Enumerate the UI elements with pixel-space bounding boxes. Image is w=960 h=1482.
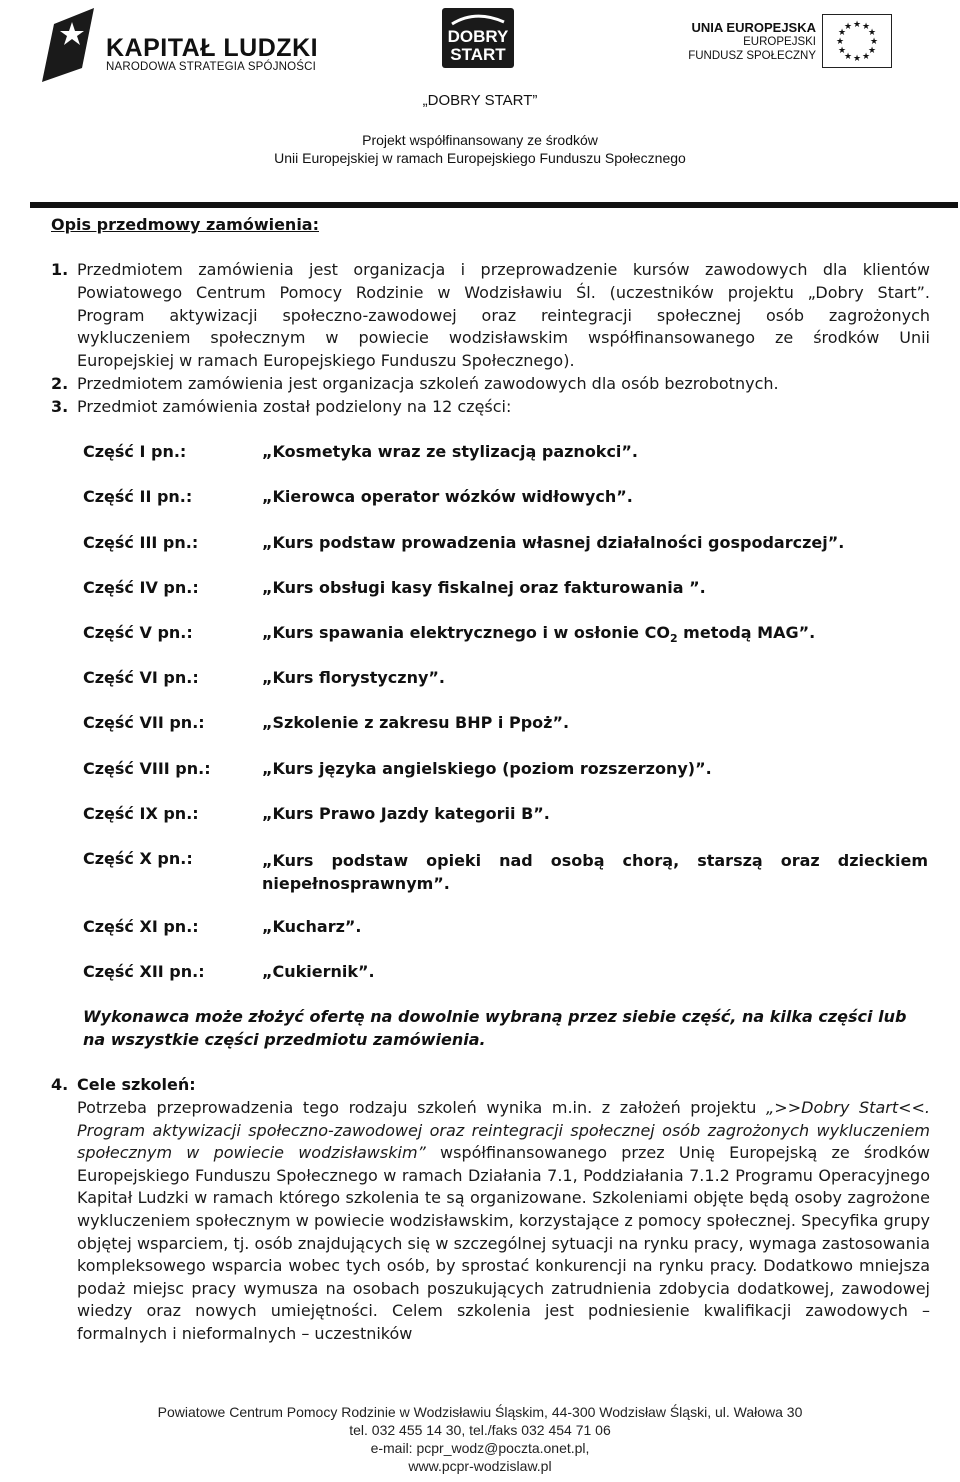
part-label: Część VIII pn.: xyxy=(83,759,211,778)
part-label: Część X pn.: xyxy=(83,849,193,868)
part-title-main: „Kurs spawania elektrycznego i w osłonie CO xyxy=(262,623,670,642)
cofinance-line-1: Projekt współfinansowany ze środków xyxy=(362,132,598,148)
svg-text:★: ★ xyxy=(852,20,862,30)
esf-label-1: EUROPEJSKI xyxy=(743,36,816,48)
part-title-subscript: 2 xyxy=(669,632,678,646)
part-label: Część IX pn.: xyxy=(83,804,199,823)
eu-flag-icon xyxy=(822,14,892,68)
item-3-text: Przedmiot zamówienia został podzielony na 12 części: xyxy=(77,397,512,416)
svg-text:★: ★ xyxy=(837,46,847,56)
part-title: „Kurs języka angielskiego (poziom rozszerzony)”. xyxy=(262,759,712,778)
item-2-text: Przedmiotem zamówienia jest organizacja szkoleń zawodowych dla osób bezrobotnych. xyxy=(77,374,779,393)
part-title: „Kurs podstaw prowadzenia własnej działalności gospodarczej”. xyxy=(262,533,845,552)
part-title: „Kierowca operator wózków widłowych”. xyxy=(262,487,633,506)
part-label: Część XI pn.: xyxy=(83,917,199,936)
footer-phone: tel. 032 455 14 30, tel./faks 032 454 71 06 xyxy=(349,1422,611,1438)
svg-text:★: ★ xyxy=(835,37,845,47)
item-1-line-5: Europejskiej w ramach Europejskiego Funduszu Społecznego). xyxy=(77,351,575,370)
part-title: „Szkolenie z zakresu BHP i Ppoż”. xyxy=(262,713,570,732)
footer-address: Powiatowe Centrum Pomocy Rodzinie w Wodzisławiu Śląskim, 44-300 Wodzisław Śląski, ul. Wałowa 30 xyxy=(157,1404,803,1420)
part-title: „Cukiernik”. xyxy=(262,962,375,981)
svg-text:★: ★ xyxy=(867,46,877,56)
part-title-end: metodą MAG”. xyxy=(677,623,816,642)
part-label: Część II pn.: xyxy=(83,487,193,506)
item-number-3: 3. xyxy=(51,397,69,416)
eu-label: UNIA EUROPEJSKA xyxy=(691,20,816,35)
footer-email: e-mail: pcpr_wodz@poczta.onet.pl, xyxy=(370,1440,590,1456)
goals-text xyxy=(77,1097,930,1346)
road-icon xyxy=(450,12,506,26)
part-title: „Kurs obsługi kasy fiskalnej oraz fakturowania ”. xyxy=(262,578,706,597)
part-label: Część III pn.: xyxy=(83,533,199,552)
svg-text:★: ★ xyxy=(852,54,862,64)
item-number-1: 1. xyxy=(51,260,69,279)
goals-text-intro: Potrzeba przeprowadzenia tego rodzaju szkoleń wynika m.in. z założeń projektu xyxy=(77,1098,767,1117)
svg-text:★: ★ xyxy=(861,52,871,62)
part-label: Część V pn.: xyxy=(83,623,193,642)
item-1-line-4: wykluczeniem społecznym w powiecie wodzisławskim współfinansowanego ze środków Unii xyxy=(77,328,930,347)
svg-text:★: ★ xyxy=(867,28,877,38)
kapital-ludzki-emblem-icon xyxy=(36,4,98,84)
part-title: „Kurs Prawo Jazdy kategorii B”. xyxy=(262,804,550,823)
esf-label-2: FUNDUSZ SPOŁECZNY xyxy=(688,50,816,62)
item-number-2: 2. xyxy=(51,374,69,393)
part-title: „Kurs podstaw opieki nad osobą chorą, starszą oraz dzieckiem niepełnosprawnym”. xyxy=(262,851,928,893)
part-title: „Kucharz”. xyxy=(262,917,362,936)
part-label: Część VII pn.: xyxy=(83,713,205,732)
project-name: „DOBRY START” xyxy=(422,92,538,109)
eu-esf-logo xyxy=(688,12,930,72)
goals-title: Cele szkoleń: xyxy=(77,1075,196,1094)
goals-text-body: współfinansowanego przez Unię Europejską ze środków Europejskiego Funduszu Społecznego w ramach Działania 7.1, Poddziałania 7.1.2 Programu Operacyjnego Kapitał Ludzki w ramach którego szkolenia te są organizowane. Szkoleniami objęte będą osoby zagrożone wykluczeniem społecznym w powiecie wodzisławskim, korzystające z pomocy społecznej. Specyfika grupy objętej wsparciem, tj. osób znajdujących się w szczególnej sytuacji na rynku pracy, wymaga zastosowania kompleksowego wsparcia wobec tych osób, by sprostać konkurencji na rynku pracy. Dodatkowo mniejsza podaż miejsc pracy wymusza na osobach poszukujących zatrudnienia zdobycia dodatkowej, zawodowej wiedzy oraz nowych umiejętności. Celem szkolenia jest podniesienie kwalifikacji zawodowych – formalnych i nieformalnych – uczestników xyxy=(77,1143,930,1343)
svg-text:★: ★ xyxy=(837,28,847,38)
part-title xyxy=(262,623,815,645)
svg-text:★: ★ xyxy=(869,37,879,47)
svg-text:★: ★ xyxy=(843,22,853,32)
item-1-line-1: Przedmiotem zamówienia jest organizacja i przeprowadzenie kursów zawodowych dla klientów xyxy=(77,260,930,279)
offer-note: Wykonawca może złożyć ofertę na dowolnie wybraną przez siebie część, na kilka części lub na wszystkie części przedmiotu zamówienia. xyxy=(83,1007,907,1049)
part-label: Część VI pn.: xyxy=(83,668,199,687)
svg-text:★: ★ xyxy=(861,22,871,32)
kapital-ludzki-logo xyxy=(36,4,326,84)
part-label: Część XII pn.: xyxy=(83,962,205,981)
dobry-start-logo-line1: DOBRY xyxy=(447,27,509,46)
item-1-line-2: Powiatowego Centrum Pomocy Rodzinie w Wodzisławiu Śl. (uczestników projektu „Dobry Start”. xyxy=(77,283,930,302)
footer-website: www.pcpr-wodzislaw.pl xyxy=(408,1458,552,1474)
kapital-ludzki-title: KAPITAŁ LUDZKI xyxy=(106,34,319,62)
goals-project-title: „>>Dobry Start<<. Program aktywizacji społeczno-zawodowej oraz reintegracji społecznej osób zagrożonych wykluczeniem społecznym w powiecie wodzisławskim” xyxy=(77,1098,930,1163)
item-1-line-3: Program aktywizacji społeczno-zawodowej oraz reintegracji społecznej osób zagrożonych xyxy=(77,306,930,325)
part-title: „Kurs florystyczny”. xyxy=(262,668,445,687)
section-title: Opis przedmowy zamówienia: xyxy=(51,215,319,234)
item-number-4: 4. xyxy=(51,1075,69,1094)
part-title: „Kosmetyka wraz ze stylizacją paznokci”. xyxy=(262,442,639,461)
header-divider xyxy=(30,202,958,208)
dobry-start-logo xyxy=(442,8,514,68)
dobry-start-logo-line2: START xyxy=(450,45,506,64)
svg-text:★: ★ xyxy=(843,52,853,62)
part-label: Część I pn.: xyxy=(83,442,187,461)
cofinance-line-2: Unii Europejskiej w ramach Europejskiego Funduszu Społecznego xyxy=(274,150,686,166)
part-label: Część IV pn.: xyxy=(83,578,199,597)
kapital-ludzki-subtitle: NARODOWA STRATEGIA SPÓJNOŚCI xyxy=(106,61,317,73)
